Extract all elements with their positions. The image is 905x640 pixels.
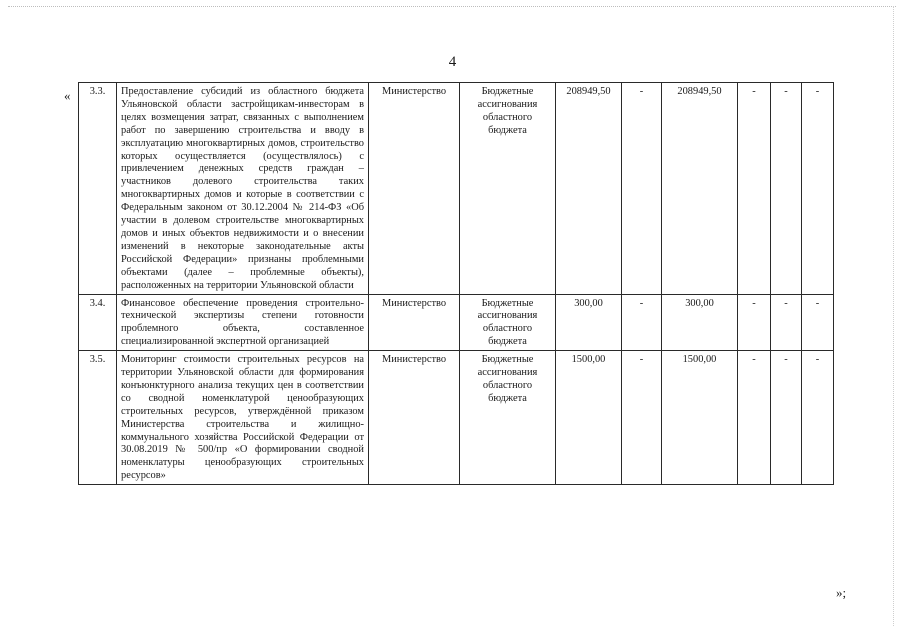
row-funding-source: Бюджетные ассигнования областного бюджета <box>460 83 556 295</box>
table-row <box>79 83 834 295</box>
scan-top-border <box>8 6 896 7</box>
row-executor: Министерство <box>369 351 460 485</box>
row-year-2-amount: 300,00 <box>662 294 738 351</box>
budget-table <box>78 82 834 485</box>
row-year-3-amount: - <box>738 83 771 295</box>
row-total-amount: 300,00 <box>556 294 622 351</box>
row-description: Предоставление субсидий из областного бюджета Ульяновской области застройщикам-инвесторам в целях возмещения затрат, связанных с выполнением работ по завершению строительства и вводу в эксплуатацию многоквартирных домов, строительство которых осуществляется (осуществлялось) с привлечением денежных средств граждан – участников долевого строительства таких многоквартирных домов и которые в соответствии с Федеральным законом от 30.12.2004 № 214-ФЗ «Об участии в долевом строительстве многоквартирных домов и иных объектов недвижимости и о внесении изменений в некоторые законодательные акты Российской Федерации» признаны проблемными объектами (далее – проблемные объекты), расположенных на территории Ульяновской области <box>117 83 369 295</box>
row-year-1-amount: - <box>622 351 662 485</box>
scan-right-border <box>893 6 894 626</box>
row-year-3-amount: - <box>738 351 771 485</box>
opening-quote: « <box>64 88 71 103</box>
row-year-4-amount: - <box>771 351 802 485</box>
closing-quote: »; <box>836 585 847 600</box>
row-funding-source: Бюджетные ассигнования областного бюджета <box>460 351 556 485</box>
row-total-amount: 208949,50 <box>556 83 622 295</box>
table-row <box>79 351 834 485</box>
row-year-3-amount: - <box>738 294 771 351</box>
row-year-2-amount: 208949,50 <box>662 83 738 295</box>
row-year-5-amount: - <box>802 294 834 351</box>
row-year-5-amount: - <box>802 351 834 485</box>
row-funding-source: Бюджетные ассигнования областного бюджета <box>460 294 556 351</box>
row-executor: Министерство <box>369 294 460 351</box>
row-description: Финансовое обеспечение проведения строительно-технической экспертизы степени готовности проблемного объекта, составленное специализированной экспертной организацией <box>117 294 369 351</box>
row-number: 3.3. <box>79 83 117 295</box>
row-year-4-amount: - <box>771 294 802 351</box>
row-number: 3.5. <box>79 351 117 485</box>
row-description: Мониторинг стоимости строительных ресурсов на территории Ульяновской области для формирования конъюнктурного анализа текущих цен в соответствии со сводной номенклатурой ценообразующих строительных ресурсов, утверждённой приказом Министерства строительства и жилищно-коммунального хозяйства Российской Федерации от 30.08.2019 № 500/пр «О формировании сводной номенклатуры ценообразующих строительных ресурсов» <box>117 351 369 485</box>
row-year-1-amount: - <box>622 294 662 351</box>
page-number: 4 <box>448 54 457 70</box>
row-total-amount: 1500,00 <box>556 351 622 485</box>
row-year-4-amount: - <box>771 83 802 295</box>
row-executor: Министерство <box>369 83 460 295</box>
row-number: 3.4. <box>79 294 117 351</box>
row-year-5-amount: - <box>802 83 834 295</box>
row-year-1-amount: - <box>622 83 662 295</box>
row-year-2-amount: 1500,00 <box>662 351 738 485</box>
table-row <box>79 294 834 351</box>
